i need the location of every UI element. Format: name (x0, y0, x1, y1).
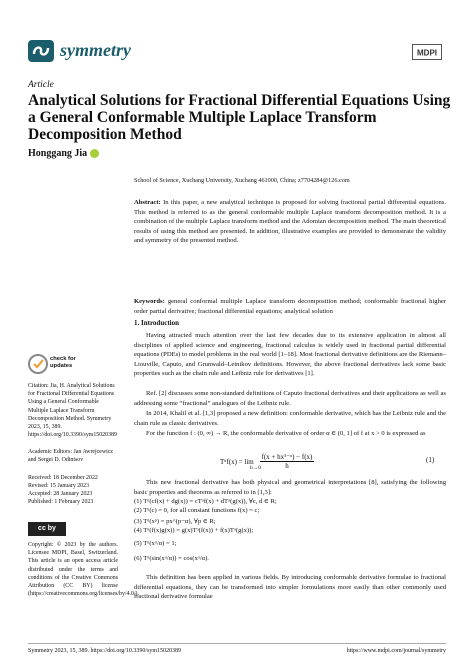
article-type: Article (28, 80, 54, 90)
intro-paragraph-2: Ref. [2] discusses some non-standard definitions of Caputo fractional derivatives and their applications as well as addressing some “fractional” analogues of the Leibniz rule. (134, 390, 446, 407)
property-item: (1) Tᵅ(cf(x) + dg(x)) = cTᵅf(x) + dTᵅ(g(x)), ∀c, d ∈ R; (134, 498, 277, 505)
property-item: (5) Tᵅ(xᵅ/α) = 1; (134, 540, 177, 547)
intro-paragraph-5: This new fractional derivative has both physical and geometrical interpretations [8], satisfying the following basic properties and theorems as referred to in [1,3]: (134, 479, 446, 496)
property-item: (6) Tᵅ(sin(xᵅ/α)) = cos(xᵅ/α). (134, 555, 209, 562)
intro-paragraph-4: For the function f : (0, ∞) → R, the conformable derivative of order α ∈ (0, 1] of f at x > 0 is expressed as (146, 430, 426, 437)
svg-text:MDPI: MDPI (417, 48, 437, 58)
orcid-icon[interactable] (90, 149, 99, 158)
affiliation: School of Science, Xuchang University, Xuchang 461000, China; z7704284@126.com (134, 177, 350, 184)
check-for-updates-label[interactable]: check for updates (50, 356, 76, 369)
received-date: Received: 18 December 2022 (28, 475, 98, 481)
author (28, 148, 99, 159)
citation (28, 382, 118, 439)
property-item: (2) Tᵅ(c) = 0, for all constant functions f(x) = c; (134, 507, 260, 514)
author-name: Honggang Jia (28, 148, 88, 159)
citation-text: Citation: Jia, H. Analytical Solutions for Fractional Differential Equations Using a General Conformable Multiple Laplace Transform Decomposition Method. Symmetry 2023, 15, 389. https://doi.org/10.3390/sym15020389 (28, 383, 117, 439)
property-item: (3) Tᵅ(xᵖ) = px^(p−α), ∀p ∈ R; (134, 518, 216, 525)
abstract-text: In this paper, a new analytical technique is proposed for solving fractional partial differential equations. This method is referred to as the general conformable multiple Laplace transform decomposition method. It is a combination of the multiple Laplace transform method and the Adomian decomposition method. The main theoretical results of using this method are presented. In addition, illustrative examples are provided to demonstrate the validity and symmetry of the presented method. (134, 199, 446, 245)
academic-editors: Academic Editors: Jan Awrejcewicz and Sergei D. Odintsov (28, 449, 114, 464)
keywords (134, 297, 446, 316)
paper-title: Analytical Solutions for Fractional Differential Equations Using a General Conformable Multiple Laplace Transform Decomposition Method (28, 92, 451, 143)
equation-fraction (260, 453, 315, 470)
equation-number: (1) (426, 456, 435, 464)
equation-1 (220, 453, 314, 470)
accepted-date: Accepted: 28 January 2023 (28, 491, 93, 497)
mdpi-logo-icon[interactable] (412, 44, 442, 60)
revised-date: Revised: 15 January 2023 (28, 483, 90, 489)
keywords-label: Keywords: (134, 298, 165, 305)
cc-by-badge[interactable] (28, 522, 66, 536)
published-date: Published: 1 February 2023 (28, 499, 94, 505)
equation-denominator: h (285, 462, 289, 470)
intro-paragraph-1: Having attracted much attention over the last few decades due to its extensive application in almost all disciplines of applied science and engineering, fractional calculus is widely used in fractional partial differential equations (PDEs) to model problems in the real world [1–18]. Most fractional derivative definitions are the Riemann–Liouville, Caputo, and Grunwald–Letnikov definitions. However, the above fractional derivatives lack some basic properties such as the chain rule and Leibniz rule for derivatives [1]. (134, 332, 446, 378)
journal-logo-icon (28, 40, 54, 62)
cc-by-label: cc by (38, 525, 56, 532)
keywords-text: general conformal multiple Laplace transform decomposition method; conformable fractional higher order partial derivative; fractional differential equations; analytical solution (134, 298, 446, 315)
intro-paragraph-6: This definition has been applied in various fields. By introducing conformable derivative formulae to fractional differential equations, they can be transformed into simpler formulations more easily than other commonly used fractional derivative formulae (134, 574, 446, 601)
equation-lhs: Tᵅf(x) = lim (220, 457, 254, 466)
intro-paragraph-3: In 2014, Khalil et al. [1,3] proposed a new definition: conformable derivative, which has the Leibniz rule and the chain rule as classic derivatives. (134, 410, 446, 427)
equation-limit-sub: h→0 (250, 465, 261, 471)
copyright-notice: Copyright: © 2023 by the authors. Licensee MDPI, Basel, Switzerland. This article is an open access article distributed under the terms and conditions of the Creative Commons Attribution (CC BY) license (https://creativecommons.org/licenses/by/4.0/). (28, 542, 139, 598)
footer-citation[interactable]: Symmetry 2023, 15, 389. https://doi.org/10.3390/sym15020389 (28, 648, 182, 654)
abstract-label: Abstract: (134, 199, 161, 206)
property-item: (4) Tᵅ(f(x)g(x)) = g(x)Tᵅ(f(x)) + f(x)Tᵅ(g(x)); (134, 527, 254, 534)
footer-journal-url[interactable]: https://www.mdpi.com/journal/symmetry (346, 648, 446, 654)
footer-divider (28, 643, 446, 644)
equation-numerator: f(x + hx¹⁻ᵅ) − f(x) (261, 453, 313, 461)
abstract (134, 198, 446, 246)
journal-name[interactable]: symmetry (60, 40, 131, 60)
section-heading: 1. Introduction (134, 319, 179, 327)
